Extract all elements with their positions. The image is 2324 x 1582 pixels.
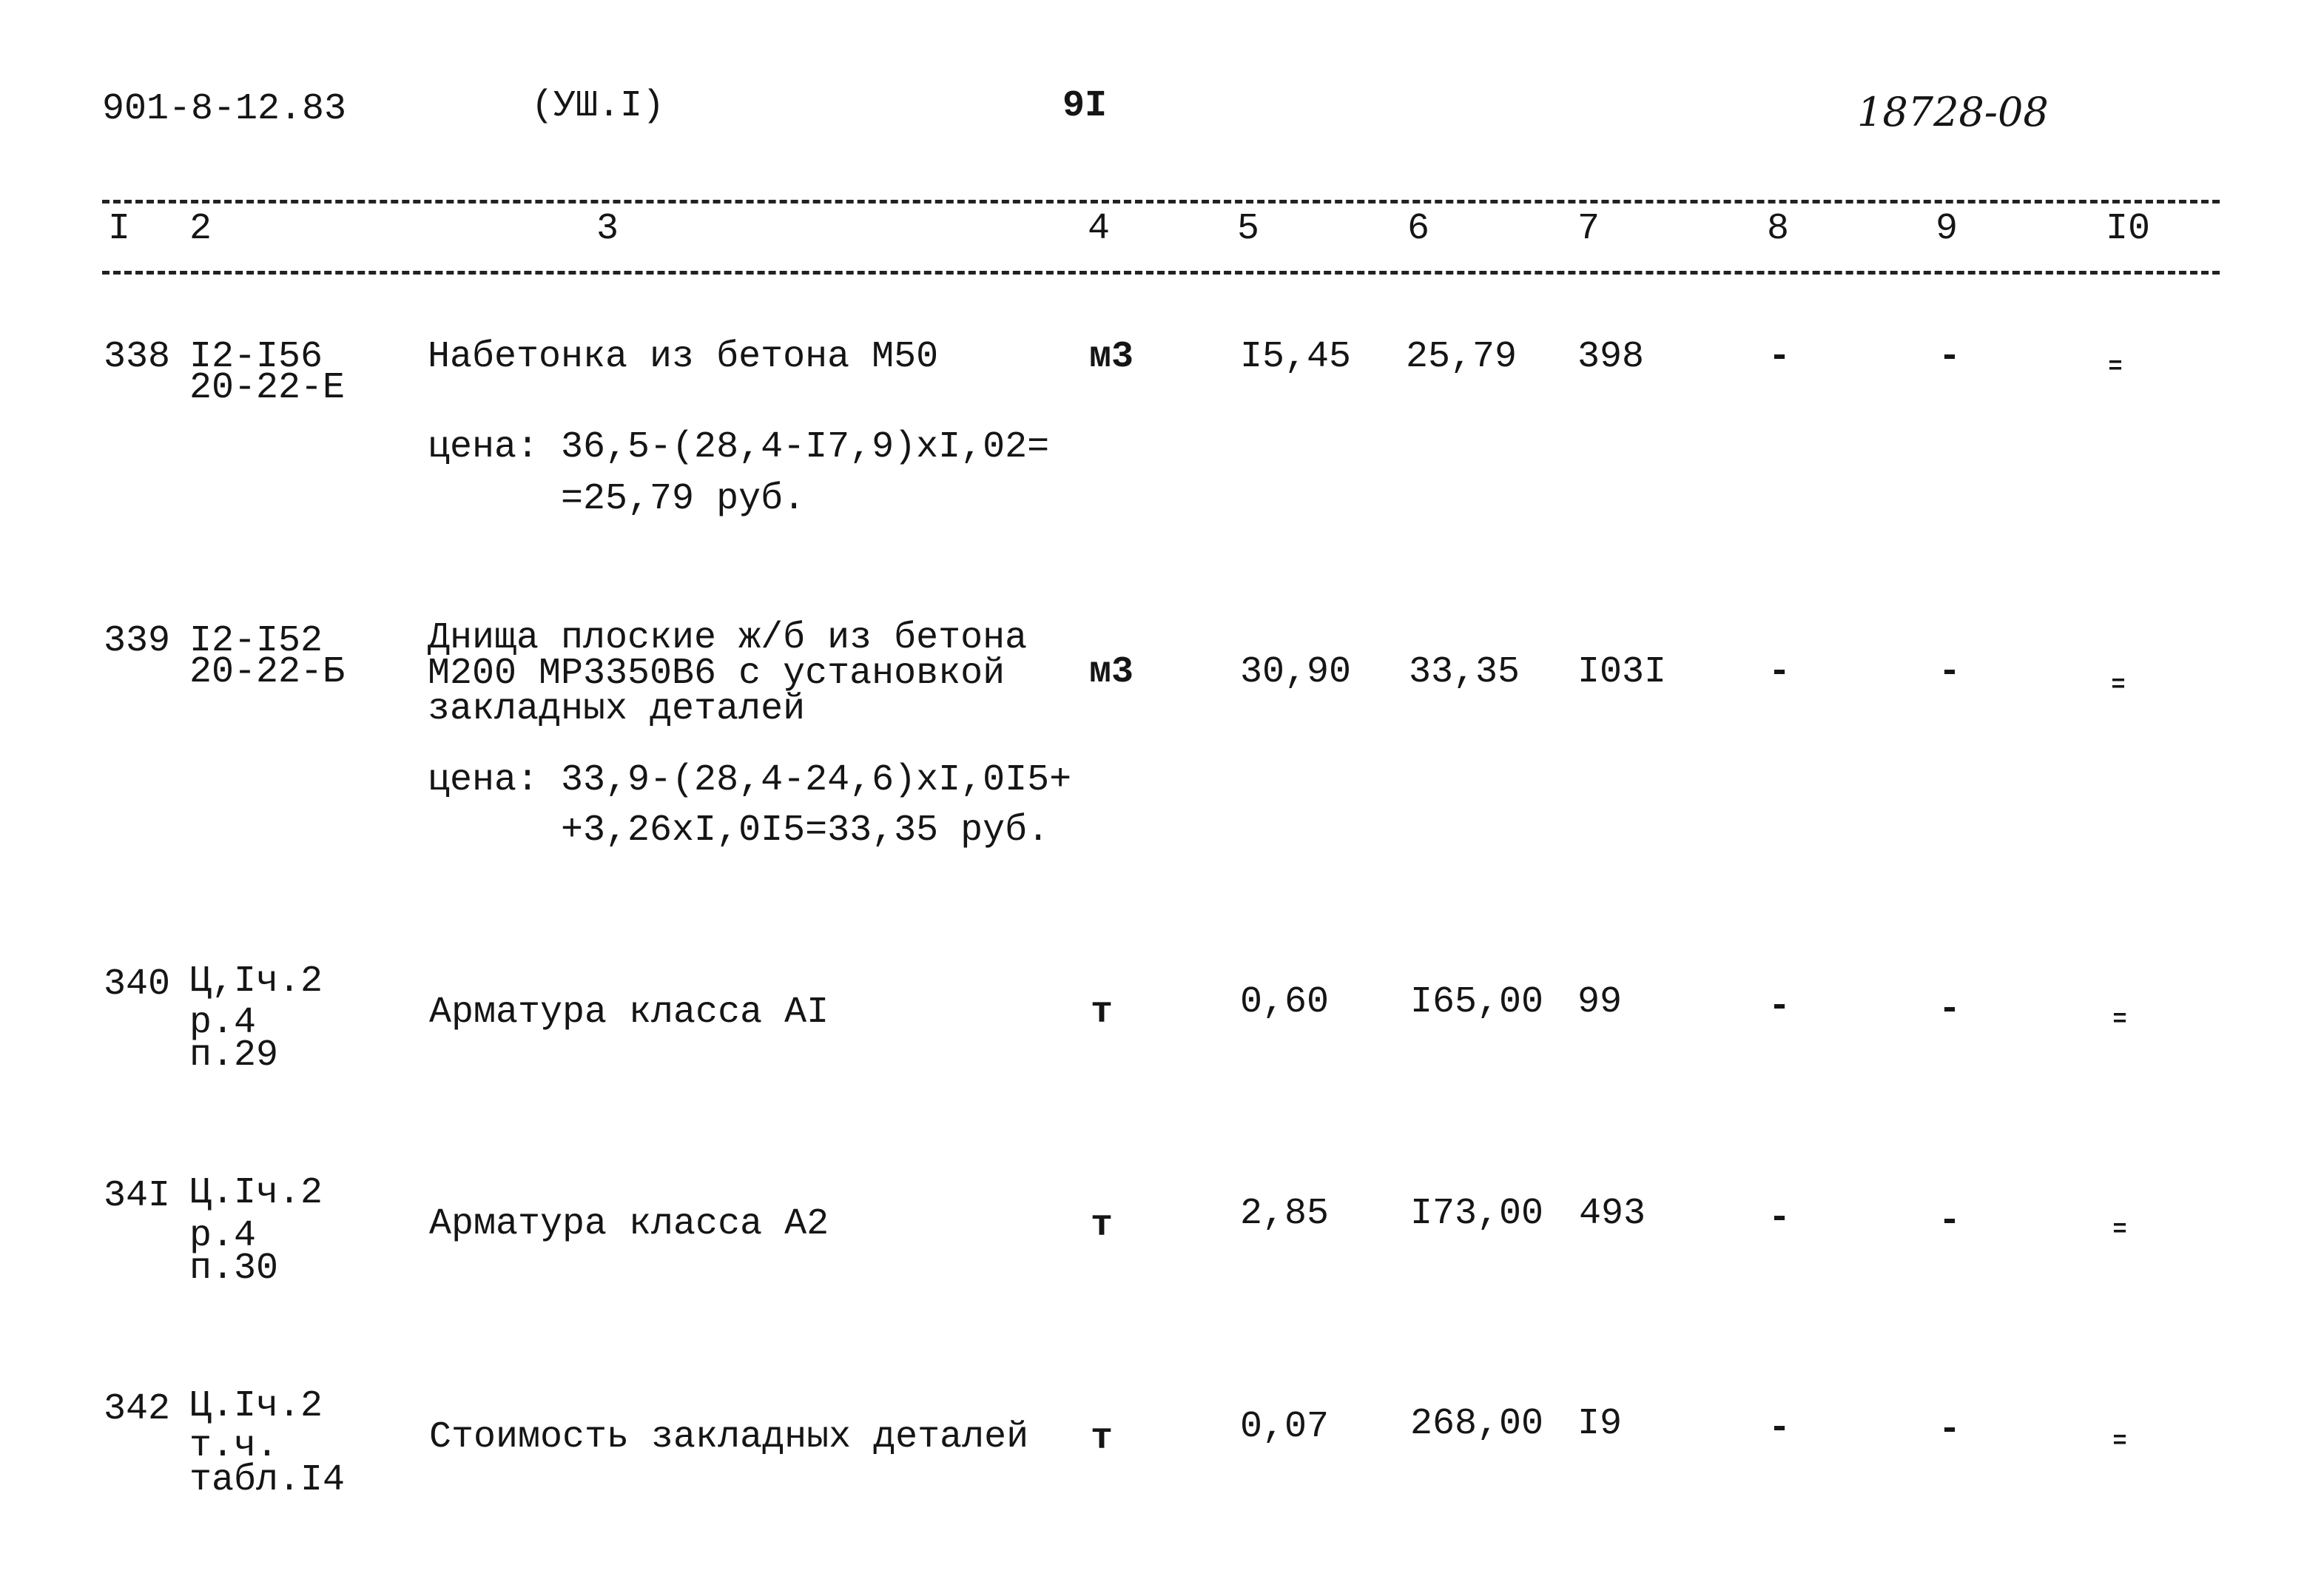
- total-cost: 99: [1577, 981, 1623, 1023]
- section-label: (УШ.I): [531, 85, 665, 127]
- unit-price: 25,79: [1406, 336, 1518, 378]
- column-10-mark: =: [2112, 1216, 2127, 1243]
- column-8-value: -: [1768, 336, 1791, 378]
- column-10-mark: =: [2112, 1427, 2127, 1455]
- work-name: Арматура класса А2: [429, 1203, 829, 1245]
- total-cost: I9: [1577, 1403, 1623, 1445]
- work-name: М200 МР3350В6 с установкой: [428, 653, 1006, 695]
- column-number-4: 4: [1088, 208, 1111, 250]
- total-cost: 493: [1579, 1193, 1646, 1235]
- column-number-3: 3: [596, 208, 619, 250]
- norm-reference: табл.I4: [189, 1459, 346, 1501]
- quantity: 30,90: [1240, 651, 1352, 693]
- price-calculation: цена: 36,5-(28,4-I7,9)xI,02=: [428, 426, 1050, 468]
- column-8-value: -: [1768, 1407, 1791, 1450]
- column-9-value: -: [1939, 1409, 1961, 1451]
- column-9-value: -: [1939, 336, 1961, 378]
- column-10-mark: =: [2111, 671, 2126, 699]
- norm-reference: п.29: [189, 1034, 279, 1077]
- price-calculation: +3,26xI,0I5=33,35 руб.: [428, 809, 1050, 852]
- quantity: 0,07: [1240, 1406, 1330, 1448]
- norm-reference: I2-I56: [189, 336, 323, 378]
- work-name: Стоимость закладных деталей: [429, 1416, 1029, 1458]
- unit: т: [1091, 992, 1114, 1034]
- unit: т: [1091, 1418, 1114, 1460]
- price-calculation: =25,79 руб.: [428, 478, 806, 520]
- quantity: I5,45: [1240, 336, 1352, 378]
- unit: м3: [1089, 336, 1134, 378]
- row-number: 340: [104, 963, 171, 1006]
- unit-price: 268,00: [1410, 1403, 1544, 1445]
- unit-price: 33,35: [1409, 651, 1520, 693]
- column-10-mark: =: [2112, 1006, 2127, 1033]
- column-9-value: -: [1939, 651, 1961, 693]
- norm-reference: Ц,Iч.2: [189, 960, 323, 1003]
- row-number: 338: [104, 336, 171, 378]
- total-cost: I03I: [1577, 651, 1667, 693]
- unit: т: [1091, 1205, 1114, 1247]
- work-name: Днища плоские ж/б из бетона: [428, 617, 1028, 659]
- column-number-9: 9: [1936, 208, 1958, 250]
- column-8-value: -: [1768, 1197, 1791, 1239]
- column-9-value: -: [1939, 1200, 1961, 1242]
- quantity: 0,60: [1240, 981, 1330, 1023]
- column-10-mark: =: [2108, 353, 2123, 380]
- total-cost: 398: [1577, 336, 1645, 378]
- unit-price: I73,00: [1410, 1193, 1544, 1235]
- table-header-rule: [102, 271, 2220, 275]
- price-calculation: цена: 33,9-(28,4-24,6)xI,0I5+: [428, 759, 1072, 801]
- norm-reference: т.ч.: [189, 1425, 279, 1467]
- column-number-1: I: [108, 208, 131, 250]
- norm-reference: Ц.Iч.2: [189, 1385, 323, 1427]
- column-number-2: 2: [189, 208, 212, 250]
- norm-reference: р.4: [189, 1002, 257, 1044]
- page-number: 9I: [1062, 85, 1108, 127]
- work-name: закладных деталей: [428, 688, 806, 730]
- column-number-8: 8: [1767, 208, 1790, 250]
- row-number: 342: [104, 1388, 171, 1430]
- work-name: Набетонка из бетона М50: [428, 336, 939, 378]
- table-top-rule: [102, 200, 2220, 203]
- norm-reference: р.4: [189, 1215, 257, 1257]
- row-number: 339: [104, 620, 171, 662]
- norm-reference: п.30: [189, 1248, 279, 1290]
- column-9-value: -: [1939, 989, 1961, 1031]
- norm-reference: I2-I52: [189, 620, 323, 662]
- norm-reference: 20-22-Е: [189, 367, 346, 409]
- handwritten-stamp: 18728-08: [1857, 89, 2049, 135]
- row-number: 34I: [104, 1175, 171, 1217]
- unit: м3: [1089, 651, 1134, 693]
- column-number-6: 6: [1407, 208, 1430, 250]
- column-number-10: I0: [2106, 208, 2151, 250]
- column-number-5: 5: [1237, 208, 1260, 250]
- unit-price: I65,00: [1410, 981, 1544, 1023]
- column-number-7: 7: [1577, 208, 1600, 250]
- quantity: 2,85: [1240, 1193, 1330, 1235]
- norm-reference: 20-22-Б: [189, 651, 346, 693]
- column-8-value: -: [1768, 651, 1791, 693]
- work-name: Арматура класса АI: [429, 992, 829, 1034]
- norm-reference: Ц.Iч.2: [189, 1172, 323, 1214]
- document-code: 901-8-12.83: [102, 88, 347, 130]
- column-8-value: -: [1768, 986, 1791, 1028]
